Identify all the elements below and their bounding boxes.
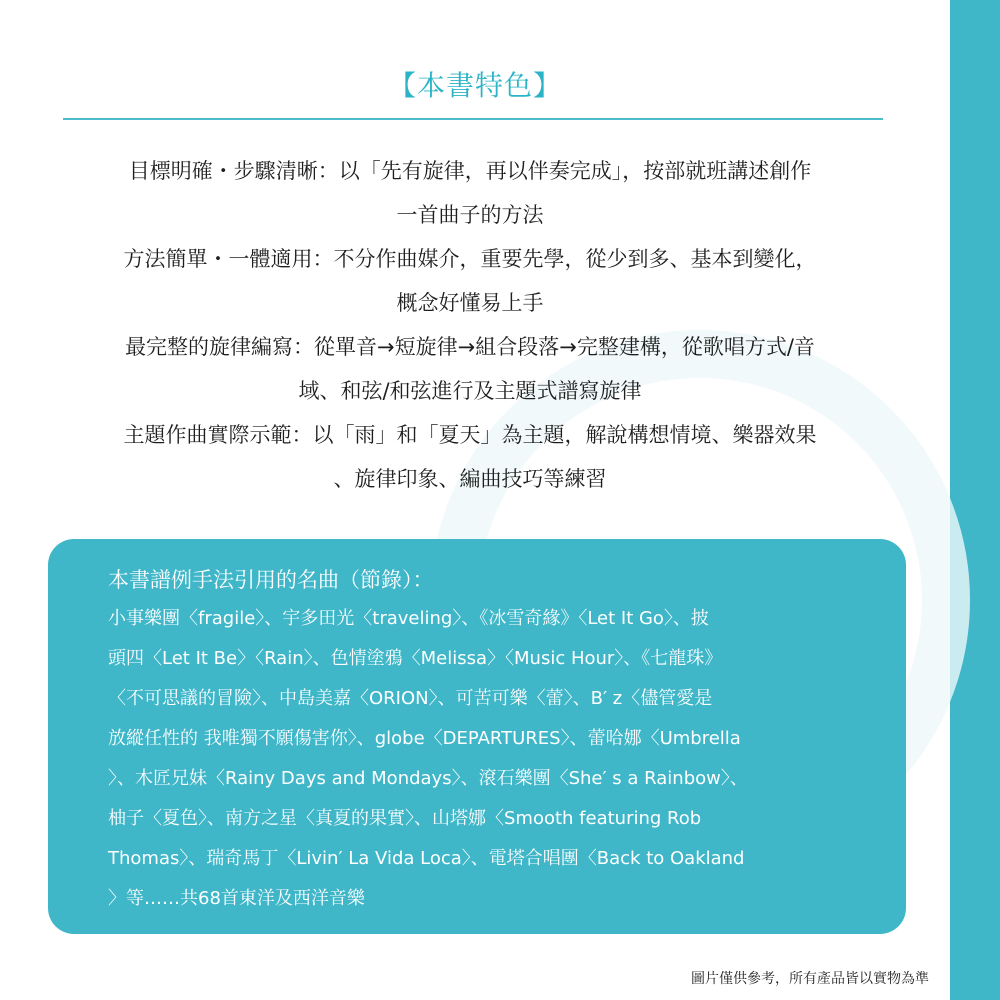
feature-line: 一首曲子的方法	[396, 203, 544, 227]
song-list-panel	[48, 539, 906, 934]
song-list-heading: 本書譜例手法引用的名曲（節錄）：	[108, 568, 434, 592]
features-list	[55, 149, 885, 501]
right-accent-stripe	[950, 0, 1000, 1000]
song-line: 柚子〈夏色〉、南方之星〈真夏的果實〉、山塔娜〈Smooth featuring Rob	[108, 808, 702, 829]
song-line: Thomas〉、瑞奇馬丁〈Livin′ La Vida Loca〉、電塔合唱團〈Back to Oakland	[108, 848, 745, 869]
feature-line: 、旋律印象、編曲技巧等練習	[333, 467, 607, 491]
feature-line: 主題作曲實際示範：以「雨」和「夏天」為主題，解說構想情境、樂器效果	[123, 423, 817, 447]
feature-line: 目標明確・步驟清晰：以「先有旋律，再以伴奏完成」，按部就班講述創作	[128, 159, 812, 183]
disclaimer-note: 圖片僅供參考，所有產品皆以實物為準	[691, 971, 929, 987]
feature-line: 方法簡單・一體適用：不分作曲媒介，重要先學，從少到多、基本到變化，	[123, 247, 817, 271]
feature-line: 域、和弦/和弦進行及主題式譜寫旋律	[298, 379, 642, 403]
song-line: 〉等……共68首東洋及西洋音樂	[108, 888, 365, 909]
song-line: 小事樂團〈fragile〉、宇多田光〈traveling〉、《冰雪奇緣》〈Let It Go〉、披	[108, 608, 709, 629]
song-line: 放縱任性的 我唯獨不願傷害你〉、globe〈DEPARTURES〉、蕾哈娜〈Umbrella	[108, 728, 741, 749]
section-title: 【本書特色】	[387, 69, 562, 102]
song-line: 頭四〈Let It Be〉〈Rain〉、色情塗鴉〈Melissa〉〈Music Hour〉、《七龍珠》	[108, 648, 723, 669]
title-divider	[63, 118, 883, 120]
song-line: 〈不可思議的冒險〉、中島美嘉〈ORION〉、可苦可樂〈蕾〉、B′ z〈儘管愛是	[108, 688, 713, 709]
feature-line: 最完整的旋律編寫：從單音→短旋律→組合段落→完整建構，從歌唱方式/音	[125, 335, 815, 359]
song-list-body	[108, 599, 868, 919]
feature-line: 概念好懂易上手	[396, 291, 544, 315]
song-line: 〉、木匠兄妹〈Rainy Days and Mondays〉、滾石樂團〈She′ s a Rainbow〉、	[108, 768, 748, 789]
